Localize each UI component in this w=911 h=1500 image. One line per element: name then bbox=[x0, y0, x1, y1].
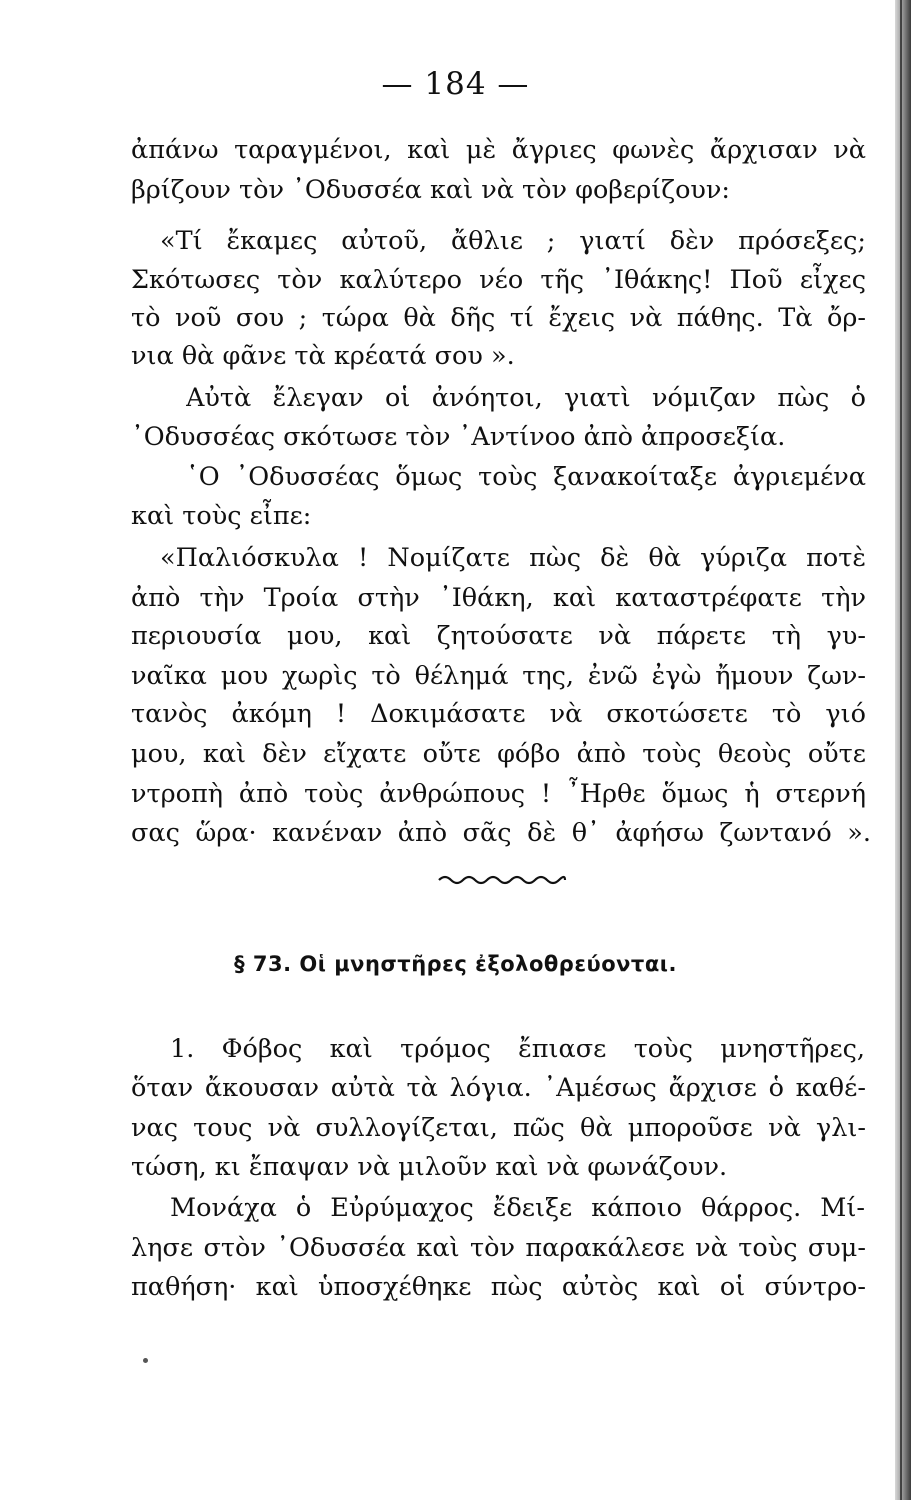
text-line: Μονάχα ὁ Εὐρύμαχος ἔδειξε κάποιο θάρρος. Μί- bbox=[170, 1193, 865, 1223]
text-line: ἀπάνω ταραγμένοι, καὶ μὲ ἄγριες φωνὲς ἄρχισαν νὰ bbox=[131, 135, 866, 165]
text-line: ᾿Οδυσσέας σκότωσε τὸν ᾿Αντίνοο ἀπὸ ἀπροσεξία. bbox=[131, 422, 786, 452]
text-line: μου, καὶ δὲν εἴχατε οὔτε φόβο ἀπὸ τοὺς θεοὺς οὔτε bbox=[131, 739, 866, 769]
text-line: ὅταν ἄκουσαν αὐτὰ τὰ λόγια. ᾿Αμέσως ἄρχισε ὁ καθέ- bbox=[131, 1073, 866, 1103]
text-line: ναῖκα μου χωρὶς τὸ θέλημά της, ἐνῶ ἐγὼ ἤμουν ζων- bbox=[131, 661, 866, 691]
text-line: τανὸς ἀκόμη ! Δοκιμάσατε νὰ σκοτώσετε τὸ γιό bbox=[131, 699, 866, 729]
text-line: βρίζουν τὸν ᾿Οδυσσέα καὶ νὰ τὸν φοβερίζουν: bbox=[131, 175, 731, 205]
text-line: περιουσία μου, καὶ ζητούσατε νὰ πάρετε τὴ γυ- bbox=[131, 621, 866, 651]
text-line: παθήση· καὶ ὑποσχέθηκε πὼς αὐτὸς καὶ οἱ σύντρο- bbox=[131, 1272, 866, 1302]
text-line: «Παλιόσκυλα ! Νομίζατε πὼς δὲ θὰ γύριζα ποτὲ bbox=[160, 543, 866, 573]
text-line: 1. Φόβος καὶ τρόμος ἔπιασε τοὺς μνηστῆρες, bbox=[170, 1034, 865, 1064]
text-line: σας ὥρα· κανέναν ἀπὸ σᾶς δὲ θ᾿ ἀφήσω ζωντανό ». bbox=[131, 818, 871, 848]
text-line: τώση, κι ἔπαψαν νὰ μιλοῦν καὶ νὰ φωνάζουν. bbox=[131, 1152, 728, 1182]
wavy-divider bbox=[437, 870, 567, 890]
text-line: ἀπὸ τὴν Τροία στὴν ᾿Ιθάκη, καὶ καταστρέφατε τὴν bbox=[131, 583, 866, 613]
text-line: ῾Ο ᾿Οδυσσέας ὅμως τοὺς ξανακοίταξε ἀγριεμένα bbox=[186, 462, 866, 492]
text-line: Σκότωσες τὸν καλύτερο νέο τῆς ᾿Ιθάκης! Ποῦ εἶχες bbox=[131, 265, 866, 295]
text-line: «Τί ἔκαμες αὐτοῦ, ἄθλιε ; γιατί δὲν πρόσεξες; bbox=[160, 226, 866, 256]
text-line: Αὐτὰ ἔλεγαν οἱ ἀνόητοι, γιατὶ νόμιζαν πὼς ὁ bbox=[186, 383, 866, 413]
section-title: § 73. Οἱ μνηστῆρες ἐξολοθρεύονται. bbox=[234, 952, 677, 976]
page-number: — 184 — bbox=[381, 66, 530, 102]
text-line: τὸ νοῦ σου ; τώρα θὰ δῆς τί ἔχεις νὰ πάθης. Τὰ ὄρ- bbox=[131, 303, 866, 333]
text-line: νια θὰ φᾶνε τὰ κρέατά σου ». bbox=[131, 341, 515, 371]
page-binding-line bbox=[900, 0, 902, 1500]
ink-speck bbox=[143, 1358, 148, 1363]
text-line: ντροπὴ ἀπὸ τοὺς ἀνθρώπους ! ῏Ηρθε ὅμως ἡ στερνή bbox=[131, 779, 866, 809]
text-line: λησε στὸν ᾿Οδυσσέα καὶ τὸν παρακάλεσε νὰ τοὺς συμ- bbox=[131, 1233, 866, 1263]
page-binding-edge bbox=[895, 0, 911, 1500]
text-line: καὶ τοὺς εἶπε: bbox=[131, 501, 312, 531]
text-line: νας τους νὰ συλλογίζεται, πῶς θὰ μποροῦσε νὰ γλι- bbox=[131, 1113, 866, 1143]
